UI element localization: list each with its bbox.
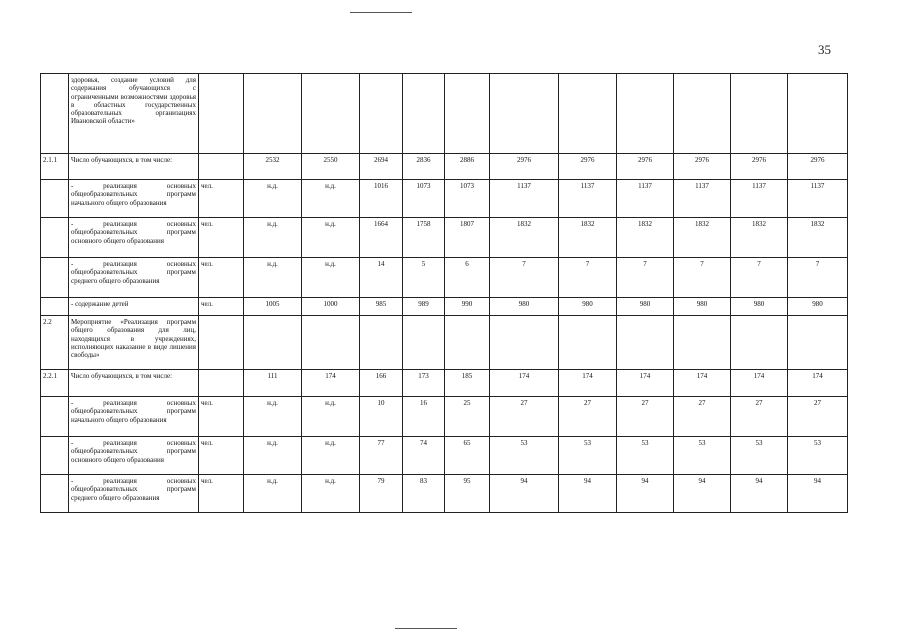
- row-code-cell: 2.2: [41, 316, 69, 370]
- row-value-cell: [360, 316, 403, 370]
- row-value-cell: 94: [731, 475, 788, 513]
- page-number: 35: [818, 42, 831, 57]
- row-unit-cell: [199, 370, 244, 397]
- row-value-cell: 1832: [490, 218, 559, 258]
- row-value-cell: н.д.: [302, 397, 360, 437]
- row-code-cell: [41, 475, 69, 513]
- table-row: [41, 397, 848, 437]
- row-value-cell: 174: [788, 370, 848, 397]
- row-value-cell: [490, 74, 559, 154]
- row-value-cell: 2836: [403, 154, 445, 180]
- row-value-cell: 2976: [674, 154, 731, 180]
- row-value-cell: 174: [490, 370, 559, 397]
- row-value-cell: 5: [403, 258, 445, 298]
- row-value-cell: 2532: [244, 154, 302, 180]
- table-row: [41, 370, 848, 397]
- row-value-cell: н.д.: [244, 437, 302, 475]
- row-value-cell: 1832: [559, 218, 617, 258]
- row-value-cell: 1832: [674, 218, 731, 258]
- row-value-cell: 1016: [360, 180, 403, 218]
- row-value-cell: 95: [445, 475, 490, 513]
- row-value-cell: [674, 74, 731, 154]
- row-value-cell: 1832: [731, 218, 788, 258]
- row-value-cell: [559, 316, 617, 370]
- row-code-cell: 2.1.1: [41, 154, 69, 180]
- row-value-cell: [559, 74, 617, 154]
- row-value-cell: 7: [617, 258, 674, 298]
- row-value-cell: 53: [559, 437, 617, 475]
- row-value-cell: 65: [445, 437, 490, 475]
- row-value-cell: 985: [360, 298, 403, 316]
- row-value-cell: н.д.: [244, 218, 302, 258]
- row-value-cell: 990: [445, 298, 490, 316]
- row-description-cell: - реализация основных общеобразовательных программ основного общего образования: [69, 437, 199, 475]
- row-value-cell: 1137: [731, 180, 788, 218]
- bottom-scan-line: [395, 628, 457, 629]
- row-description-cell: - реализация основных общеобразовательных программ основного общего образования: [69, 218, 199, 258]
- row-value-cell: 2886: [445, 154, 490, 180]
- row-code-cell: [41, 298, 69, 316]
- table-row: [41, 154, 848, 180]
- row-value-cell: 2976: [617, 154, 674, 180]
- row-value-cell: 174: [674, 370, 731, 397]
- row-value-cell: 980: [788, 298, 848, 316]
- row-value-cell: 1073: [403, 180, 445, 218]
- row-value-cell: н.д.: [244, 180, 302, 218]
- row-code-cell: [41, 437, 69, 475]
- row-value-cell: 94: [674, 475, 731, 513]
- row-value-cell: [244, 316, 302, 370]
- row-value-cell: 1137: [674, 180, 731, 218]
- row-value-cell: 94: [617, 475, 674, 513]
- row-description-cell: - реализация основных общеобразовательных программ начального общего образования: [69, 397, 199, 437]
- row-value-cell: [617, 74, 674, 154]
- row-value-cell: 2694: [360, 154, 403, 180]
- row-value-cell: 27: [617, 397, 674, 437]
- row-value-cell: 53: [731, 437, 788, 475]
- row-description-cell: здоровья, создание условий для содержания обучающихся с ограниченными возможностями здоровья в областных государственных образовательных организациях Ивановской области»: [69, 74, 199, 154]
- row-description-cell: Мероприятие «Реализация программ общего образования для лиц, находящихся в учреждениях, исполняющих наказание в виде лишения свободы»: [69, 316, 199, 370]
- row-unit-cell: чел.: [199, 475, 244, 513]
- row-value-cell: 14: [360, 258, 403, 298]
- row-unit-cell: чел.: [199, 180, 244, 218]
- row-value-cell: н.д.: [302, 258, 360, 298]
- row-value-cell: 2976: [490, 154, 559, 180]
- row-value-cell: 174: [617, 370, 674, 397]
- row-value-cell: 1137: [559, 180, 617, 218]
- row-value-cell: 2976: [731, 154, 788, 180]
- row-value-cell: [445, 74, 490, 154]
- row-value-cell: 174: [559, 370, 617, 397]
- row-value-cell: [490, 316, 559, 370]
- row-value-cell: [403, 74, 445, 154]
- table-row: [41, 74, 848, 154]
- row-value-cell: 53: [788, 437, 848, 475]
- row-value-cell: 989: [403, 298, 445, 316]
- row-value-cell: 111: [244, 370, 302, 397]
- row-value-cell: 1005: [244, 298, 302, 316]
- row-value-cell: 1000: [302, 298, 360, 316]
- row-code-cell: [41, 74, 69, 154]
- row-value-cell: 1758: [403, 218, 445, 258]
- row-value-cell: 53: [674, 437, 731, 475]
- row-value-cell: 27: [788, 397, 848, 437]
- row-value-cell: 25: [445, 397, 490, 437]
- row-value-cell: 6: [445, 258, 490, 298]
- indicators-table: [40, 73, 848, 513]
- row-value-cell: 7: [674, 258, 731, 298]
- row-description-cell: Число обучающихся, в том числе:: [69, 154, 199, 180]
- row-value-cell: [788, 316, 848, 370]
- row-description-cell: - реализация основных общеобразовательных программ среднего общего образования: [69, 258, 199, 298]
- table-row: [41, 218, 848, 258]
- table-row: [41, 475, 848, 513]
- row-unit-cell: чел.: [199, 437, 244, 475]
- row-value-cell: 74: [403, 437, 445, 475]
- row-description-cell: - реализация основных общеобразовательных программ среднего общего образования: [69, 475, 199, 513]
- row-value-cell: 27: [559, 397, 617, 437]
- row-description-cell: Число обучающихся, в том числе:: [69, 370, 199, 397]
- row-unit-cell: [199, 74, 244, 154]
- row-value-cell: 53: [490, 437, 559, 475]
- row-value-cell: 2976: [559, 154, 617, 180]
- row-value-cell: 7: [731, 258, 788, 298]
- row-value-cell: 980: [731, 298, 788, 316]
- row-value-cell: [617, 316, 674, 370]
- table-row: [41, 437, 848, 475]
- row-value-cell: [403, 316, 445, 370]
- row-value-cell: [731, 74, 788, 154]
- row-value-cell: 53: [617, 437, 674, 475]
- row-value-cell: 94: [490, 475, 559, 513]
- row-value-cell: 980: [490, 298, 559, 316]
- row-value-cell: 980: [559, 298, 617, 316]
- row-value-cell: 79: [360, 475, 403, 513]
- row-value-cell: 83: [403, 475, 445, 513]
- row-value-cell: 1664: [360, 218, 403, 258]
- row-value-cell: 16: [403, 397, 445, 437]
- row-value-cell: 94: [559, 475, 617, 513]
- row-value-cell: 1137: [490, 180, 559, 218]
- row-value-cell: [244, 74, 302, 154]
- row-value-cell: 185: [445, 370, 490, 397]
- row-value-cell: н.д.: [302, 475, 360, 513]
- row-value-cell: 1807: [445, 218, 490, 258]
- row-value-cell: 77: [360, 437, 403, 475]
- row-value-cell: [445, 316, 490, 370]
- row-value-cell: 1073: [445, 180, 490, 218]
- row-value-cell: 7: [490, 258, 559, 298]
- row-value-cell: 1832: [617, 218, 674, 258]
- row-value-cell: 980: [617, 298, 674, 316]
- row-unit-cell: чел.: [199, 298, 244, 316]
- row-value-cell: 2976: [788, 154, 848, 180]
- row-value-cell: 94: [788, 475, 848, 513]
- row-value-cell: 173: [403, 370, 445, 397]
- row-value-cell: 2550: [302, 154, 360, 180]
- row-value-cell: 1832: [788, 218, 848, 258]
- row-value-cell: 174: [302, 370, 360, 397]
- table-row: [41, 258, 848, 298]
- row-value-cell: н.д.: [244, 475, 302, 513]
- top-scan-line: [350, 12, 412, 13]
- row-code-cell: [41, 218, 69, 258]
- row-value-cell: 980: [674, 298, 731, 316]
- row-value-cell: 174: [731, 370, 788, 397]
- row-description-cell: - содержание детей: [69, 298, 199, 316]
- table-row: [41, 180, 848, 218]
- row-unit-cell: чел.: [199, 258, 244, 298]
- row-code-cell: [41, 180, 69, 218]
- row-value-cell: [731, 316, 788, 370]
- row-value-cell: [674, 316, 731, 370]
- row-value-cell: 27: [490, 397, 559, 437]
- row-value-cell: 166: [360, 370, 403, 397]
- row-value-cell: н.д.: [302, 218, 360, 258]
- row-value-cell: [302, 74, 360, 154]
- row-value-cell: н.д.: [244, 258, 302, 298]
- row-value-cell: 1137: [617, 180, 674, 218]
- row-unit-cell: [199, 154, 244, 180]
- row-value-cell: [302, 316, 360, 370]
- row-value-cell: н.д.: [244, 397, 302, 437]
- row-description-cell: - реализация основных общеобразовательных программ начального общего образования: [69, 180, 199, 218]
- row-unit-cell: чел.: [199, 397, 244, 437]
- row-unit-cell: [199, 316, 244, 370]
- row-value-cell: 10: [360, 397, 403, 437]
- row-code-cell: [41, 258, 69, 298]
- row-value-cell: 7: [788, 258, 848, 298]
- row-code-cell: [41, 397, 69, 437]
- row-value-cell: н.д.: [302, 180, 360, 218]
- row-code-cell: 2.2.1: [41, 370, 69, 397]
- row-value-cell: 27: [674, 397, 731, 437]
- row-value-cell: [788, 74, 848, 154]
- row-value-cell: 7: [559, 258, 617, 298]
- row-value-cell: 1137: [788, 180, 848, 218]
- row-value-cell: [360, 74, 403, 154]
- row-unit-cell: чел.: [199, 218, 244, 258]
- row-value-cell: н.д.: [302, 437, 360, 475]
- table-row: [41, 298, 848, 316]
- row-value-cell: 27: [731, 397, 788, 437]
- table-row: [41, 316, 848, 370]
